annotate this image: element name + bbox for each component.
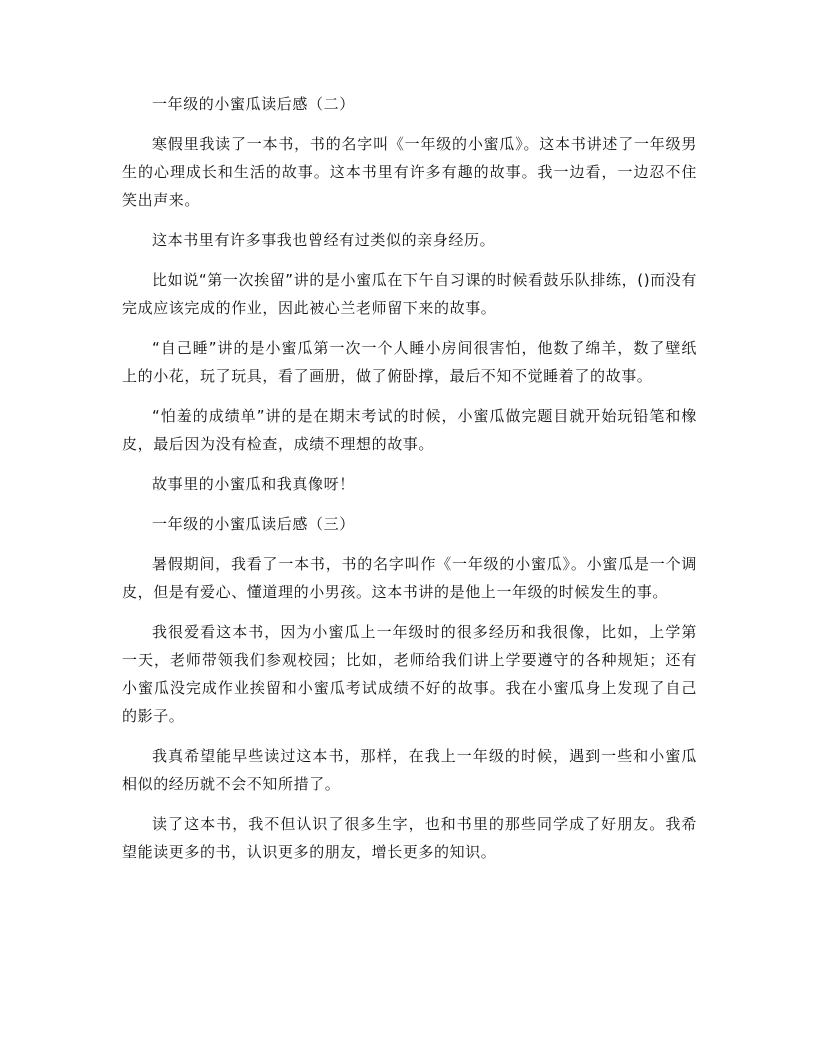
paragraph: 故事里的小蜜瓜和我真像呀！: [152, 475, 355, 493]
paragraph: “自己睡”讲的是小蜜瓜第一次一个人睡小房间很害怕，他数了绵羊，数了壁纸上的小花，玩了玩具，看了画册，做了俯卧撑，最后不知不觉睡着了的故事。: [122, 339, 697, 385]
paragraph: 寒假里我读了一本书，书的名字叫《一年级的小蜜瓜》。这本书讲述了一年级男生的心理成长和生活的故事。这本书里有许多有趣的故事。我一边看，一边忍不住笑出声来。: [122, 135, 697, 209]
section-heading-2: 一年级的小蜜瓜读后感（二）: [152, 95, 355, 113]
paragraph: “怕羞的成绩单”讲的是在期末考试的时候，小蜜瓜做完题目就开始玩铅笔和橡皮，最后因为没有检查，成绩不理想的故事。: [122, 407, 697, 453]
paragraph: 我很爱看这本书，因为小蜜瓜上一年级时的很多经历和我很像，比如，上学第一天，老师带领我们参观校园；比如，老师给我们讲上学要遵守的各种规矩；还有小蜜瓜没完成作业挨留和小蜜瓜考试成绩不好的故事。我在小蜜瓜身上发现了自己的影子。: [122, 623, 697, 725]
paragraph: 比如说“第一次挨留”讲的是小蜜瓜在下午自习课的时候看鼓乐队排练，()而没有完成应该完成的作业，因此被心兰老师留下来的故事。: [122, 271, 697, 317]
section-heading-3: 一年级的小蜜瓜读后感（三）: [152, 515, 355, 533]
document-body: [122, 90, 697, 878]
paragraph: 我真希望能早些读过这本书，那样，在我上一年级的时候，遇到一些和小蜜瓜相似的经历就不会不知所措了。: [122, 747, 697, 793]
paragraph: 这本书里有许多事我也曾经有过类似的亲身经历。: [152, 231, 496, 249]
paragraph: 暑假期间，我看了一本书，书的名字叫作《一年级的小蜜瓜》。小蜜瓜是一个调皮，但是有爱心、懂道理的小男孩。这本书讲的是他上一年级的时候发生的事。: [122, 555, 697, 601]
paragraph: 读了这本书，我不但认识了很多生字，也和书里的那些同学成了好朋友。我希望能读更多的书，认识更多的朋友，增长更多的知识。: [122, 815, 697, 861]
